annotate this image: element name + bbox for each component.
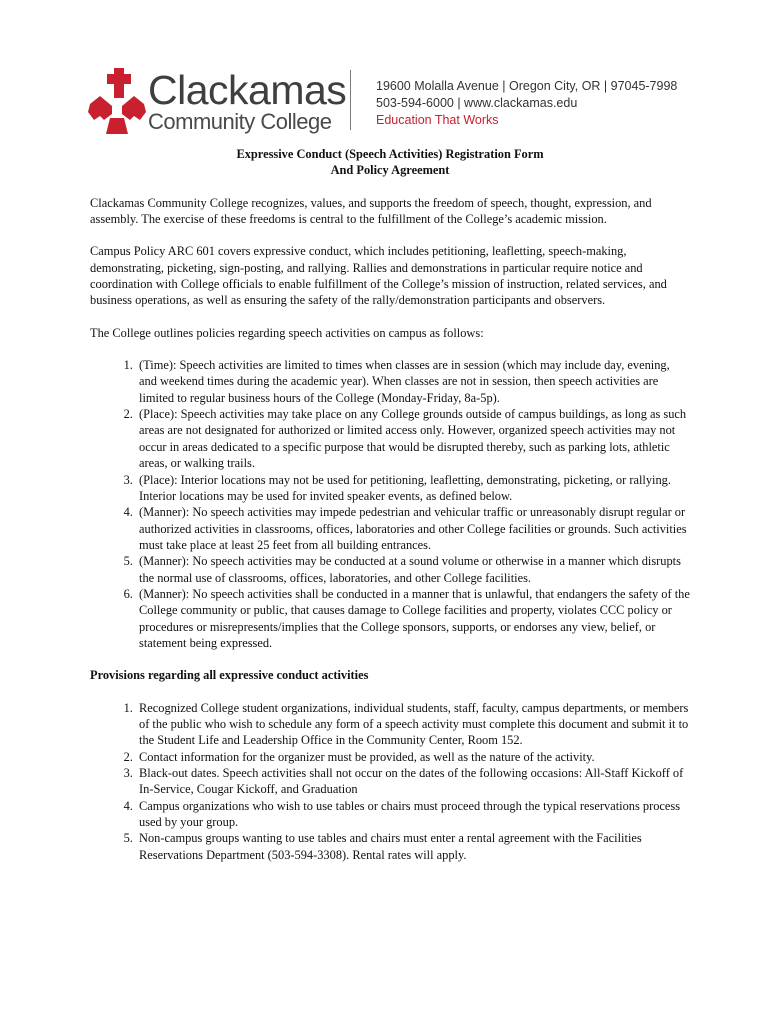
list-item: 2. Contact information for the organizer must be provided, as well as the nature of the activity. — [136, 749, 690, 765]
logo-line2: Community College — [148, 109, 332, 134]
logo-line1: Clackamas — [148, 67, 347, 113]
form-title — [90, 146, 690, 179]
college-logo — [88, 68, 348, 134]
intro-paragraph: Clackamas Community College recognizes, values, and supports the freedom of speech, thought, expression, and assembly. The exercise of these freedoms is central to the fulfillment of the College’s academic mission. — [90, 195, 652, 227]
list-item: 6. (Manner): No speech activities shall be conducted in a manner that is unlawful, that endangers the safety of the College community or public, that causes damage to College facilities and property, violates CCC policy or procedures or misrepresents/implies that the College sponsors, supports, or endorses any view, belief, or statement being expressed. — [136, 586, 690, 651]
contact-block — [376, 78, 677, 129]
list-item: 4. (Manner): No speech activities may impede pedestrian and vehicular traffic or unreasonably disrupt regular or authorized activities in classrooms, offices, laboratories and other College facilities or grounds. Such activities must take place at least 25 feet from all building entrances. — [136, 504, 690, 553]
logo-mark-icon — [88, 68, 146, 134]
header-divider — [350, 70, 351, 130]
list-item: 1. (Time): Speech activities are limited to times when classes are in session (which may include day, evening, and weekend times during the academic year). When classes are not in session, then speech activities are limited to regular business hours of the College (Monday-Friday, 8a-5p). — [136, 357, 690, 406]
document-body — [90, 146, 690, 863]
provisions-list — [90, 700, 690, 863]
address: 19600 Molalla Avenue | Oregon City, OR | 97045-7998 — [376, 79, 678, 93]
list-item: 4. Campus organizations who wish to use tables or chairs must proceed through the typical reservations process used by your group. — [136, 798, 690, 831]
list-item: 3. Black-out dates. Speech activities shall not occur on the dates of the following occasions: All-Staff Kickoff of In-Service, Cougar Kickoff, and Graduation — [136, 765, 690, 798]
policy-paragraph: Campus Policy ARC 601 covers expressive conduct, which includes petitioning, leafletting, speech-making, demonstrating, picketing, sign-posting, and rallying. Rallies and demonstrations in particular require notice and coordination with College officials to enable fulfillment of the College’s mission of instruction, related services, and business operations, as well as ensuring the safety of the rally/demonstration participants and observers. — [90, 244, 667, 308]
list-item: 1. Recognized College student organizations, individual students, staff, faculty, campus departments, or members of the public who wish to schedule any form of a speech activity must complete this document and submit it to the Student Life and Leadership Office in the Community Center, Room 152. — [136, 700, 690, 749]
list-item: 5. (Manner): No speech activities may be conducted at a sound volume or otherwise in a manner which disrupts the normal use of classrooms, offices, laboratories, and other College facilities. — [136, 553, 690, 586]
policy-outline-intro: The College outlines policies regarding speech activities on campus as follows: — [90, 325, 484, 340]
provisions-heading: Provisions regarding all expressive conduct activities — [90, 668, 369, 683]
title-line1: Expressive Conduct (Speech Activities) Registration Form — [236, 147, 544, 161]
tagline: Education That Works — [376, 113, 499, 127]
phone-website: 503-594-6000 | www.clackamas.edu — [376, 96, 578, 110]
list-item: 2. (Place): Speech activities may take place on any College grounds outside of campus buildings, as long as such areas are not designated for authorized or limited access only. However, organized speech activities may not occur in areas dedicated to a specific purpose that would be disrupted thereby, such as parking lots, athletic areas, or walking trails. — [136, 406, 690, 471]
list-item: 3. (Place): Interior locations may not be used for petitioning, leafletting, demonstrating, picketing, or rallying. Interior locations may be used for invited speaker events, as defined below. — [136, 472, 690, 505]
title-line2: And Policy Agreement — [330, 163, 450, 178]
list-item: 5. Non-campus groups wanting to use tables and chairs must enter a rental agreement with the Facilities Reservations Department (503-594-3308). Rental rates will apply. — [136, 830, 690, 863]
policy-list — [90, 357, 690, 651]
